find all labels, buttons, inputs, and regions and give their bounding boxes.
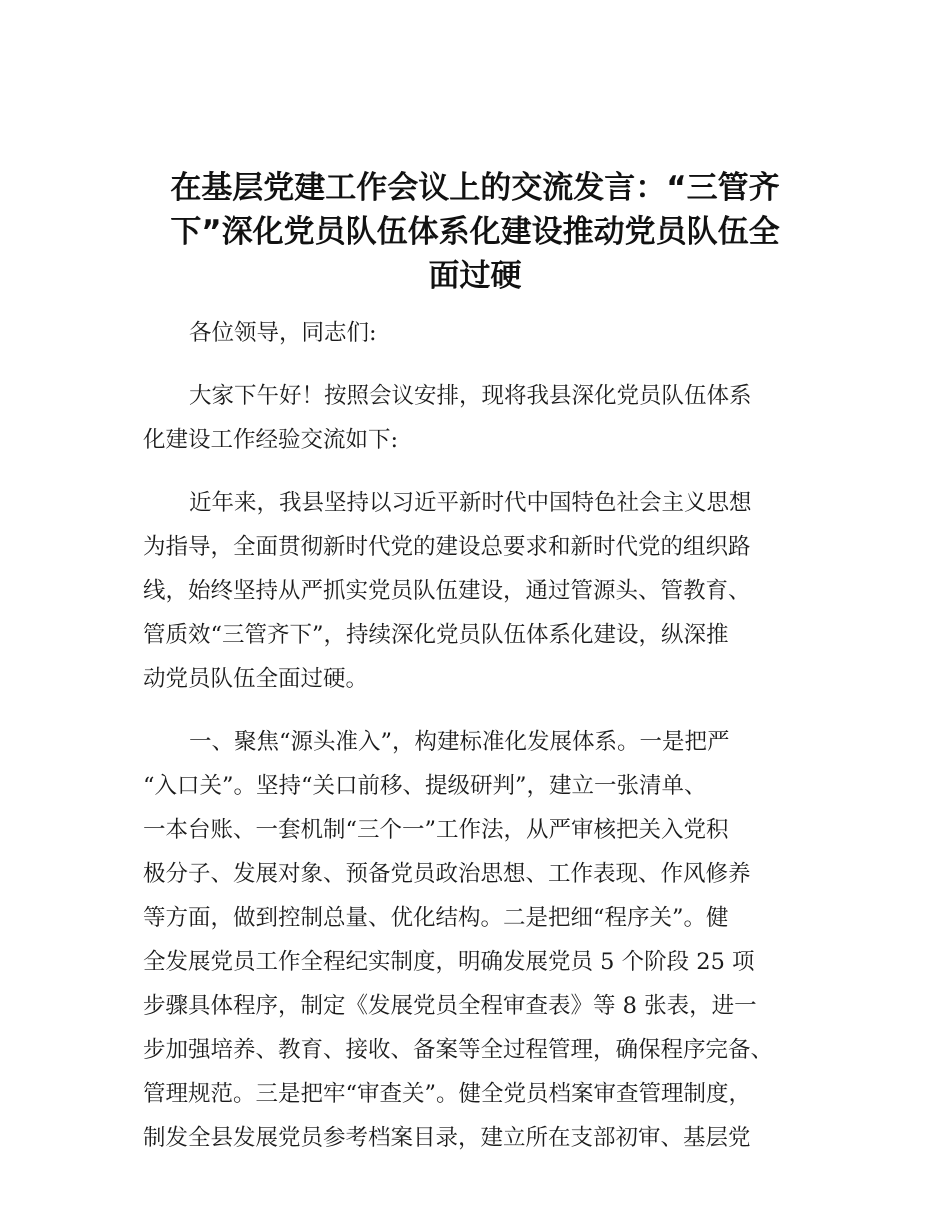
text-line: 一本台账、一套机制“三个一”工作法，从严审核把关入党积 [143, 817, 729, 843]
text-line: 极分子、发展对象、预备党员政治思想、工作表现、作风修养 [143, 861, 751, 887]
text-line: 动党员队伍全面过硬。 [143, 666, 369, 692]
title-line: 下”深化党员队伍体系化建设推动党员队伍全 [170, 214, 780, 250]
intro-paragraph [143, 481, 833, 701]
text-line: 为指导，全面贯彻新时代党的建设总要求和新时代党的组织路 [143, 534, 751, 560]
text-line: 全发展党员工作全程纪实制度，明确发展党员 5 个阶段 25 项 [143, 949, 755, 975]
text-line: 制发全县发展党员参考档案目录，建立所在支部初审、基层党 [143, 1125, 751, 1151]
text-line: 步骤具体程序，制定《发展党员全程审查表》等 8 张表，进一 [143, 993, 757, 1019]
text-line: 步加强培养、教育、接收、备案等全过程管理，确保程序完备、 [143, 1037, 774, 1063]
greeting-paragraph [143, 374, 833, 462]
text-line: “入口关”。坚持“关口前移、提级研判”，建立一张清单、 [143, 773, 707, 799]
text-line: 线，始终坚持从严抓实党员队伍建设，通过管源头、管教育、 [143, 578, 751, 604]
text-line: 等方面，做到控制总量、优化结构。二是把细“程序关”。健 [143, 905, 729, 931]
text-line: 大家下午好！按照会议安排，现将我县深化党员队伍体系 [189, 383, 752, 409]
title-line: 面过硬 [428, 258, 522, 294]
text-line: 一、聚焦“源头准入”，构建标准化发展体系。一是把严 [189, 729, 730, 755]
salutation-paragraph [143, 311, 833, 355]
text-line: 管质效“三管齐下”，持续深化党员队伍体系化建设，纵深推 [143, 622, 729, 648]
text-line: 管理规范。三是把牢“审查关”。健全党员档案审查管理制度， [143, 1081, 752, 1107]
text-line: 近年来，我县坚持以习近平新时代中国特色社会主义思想 [189, 490, 752, 516]
section-one-paragraph [143, 720, 833, 1160]
text-line: 化建设工作经验交流如下: [143, 427, 399, 453]
document-body [143, 311, 833, 1179]
title-line: 在基层党建工作会议上的交流发言：“三管齐 [170, 170, 780, 206]
text-line: 各位领导，同志们: [189, 320, 377, 346]
document-title [130, 166, 820, 298]
